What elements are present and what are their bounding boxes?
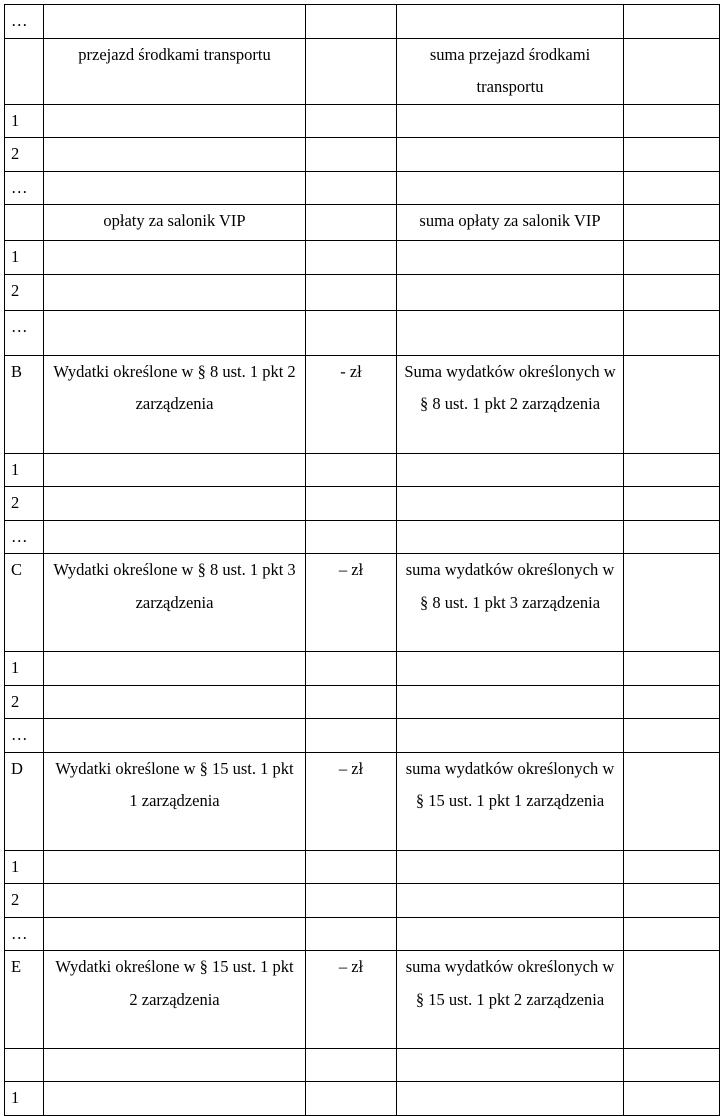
row-number-cell <box>5 205 44 241</box>
amount-cell <box>306 685 397 719</box>
sum-cell <box>397 652 624 686</box>
table-row <box>5 487 720 521</box>
table-row <box>5 38 720 104</box>
row-number-cell: 1 <box>5 241 44 275</box>
sum-cell <box>397 138 624 172</box>
extra-cell <box>624 453 720 487</box>
extra-cell <box>624 205 720 241</box>
amount-cell <box>306 1049 397 1082</box>
extra-cell <box>624 951 720 1049</box>
row-number-cell: E <box>5 951 44 1049</box>
table-row <box>5 917 720 951</box>
extra-cell <box>624 685 720 719</box>
amount-cell <box>306 5 397 39</box>
sum-cell <box>397 274 624 310</box>
description-cell <box>44 104 306 138</box>
table-row <box>5 453 720 487</box>
sum-cell <box>397 685 624 719</box>
sum-cell <box>397 520 624 554</box>
description-cell <box>44 917 306 951</box>
row-number-cell: … <box>5 310 44 355</box>
description-cell: przejazd środkami transportu <box>44 38 306 104</box>
description-cell <box>44 719 306 753</box>
sum-cell: suma przejazd środkami transportu <box>397 38 624 104</box>
description-cell <box>44 453 306 487</box>
description-cell: Wydatki określone w § 15 ust. 1 pkt 2 zarządzenia <box>44 951 306 1049</box>
description-cell: Wydatki określone w § 8 ust. 1 pkt 3 zarządzenia <box>44 554 306 652</box>
description-cell <box>44 884 306 918</box>
description-cell <box>44 310 306 355</box>
description-cell <box>44 520 306 554</box>
row-number-cell: 2 <box>5 487 44 521</box>
amount-cell <box>306 652 397 686</box>
description-cell <box>44 241 306 275</box>
amount-cell <box>306 205 397 241</box>
table-row <box>5 951 720 1049</box>
table-row <box>5 171 720 205</box>
description-cell <box>44 685 306 719</box>
extra-cell <box>624 487 720 521</box>
sum-cell <box>397 5 624 39</box>
description-cell <box>44 652 306 686</box>
description-cell <box>44 1082 306 1116</box>
amount-cell <box>306 38 397 104</box>
amount-cell <box>306 104 397 138</box>
description-cell <box>44 274 306 310</box>
amount-cell <box>306 520 397 554</box>
row-number-cell: … <box>5 719 44 753</box>
amount-cell: – zł <box>306 554 397 652</box>
amount-cell <box>306 487 397 521</box>
table-row <box>5 5 720 39</box>
row-number-cell: 1 <box>5 453 44 487</box>
sum-cell: suma opłaty za salonik VIP <box>397 205 624 241</box>
row-number-cell <box>5 38 44 104</box>
table-row <box>5 355 720 453</box>
description-cell <box>44 171 306 205</box>
sum-cell <box>397 719 624 753</box>
table-row <box>5 310 720 355</box>
extra-cell <box>624 355 720 453</box>
row-number-cell <box>5 1049 44 1082</box>
table-row <box>5 719 720 753</box>
amount-cell: - zł <box>306 355 397 453</box>
amount-cell <box>306 917 397 951</box>
extra-cell <box>624 138 720 172</box>
extra-cell <box>624 274 720 310</box>
sum-cell: suma wydatków określonych w § 15 ust. 1 pkt 1 zarządzenia <box>397 752 624 850</box>
row-number-cell: C <box>5 554 44 652</box>
row-number-cell: 1 <box>5 652 44 686</box>
table-row <box>5 520 720 554</box>
extra-cell <box>624 719 720 753</box>
table-row <box>5 205 720 241</box>
description-cell <box>44 1049 306 1082</box>
table-row <box>5 1082 720 1116</box>
description-cell <box>44 487 306 521</box>
extra-cell <box>624 752 720 850</box>
expense-table-body <box>5 5 720 1116</box>
amount-cell <box>306 310 397 355</box>
description-cell <box>44 138 306 172</box>
amount-cell <box>306 241 397 275</box>
extra-cell <box>624 554 720 652</box>
row-number-cell: 2 <box>5 274 44 310</box>
amount-cell: – zł <box>306 752 397 850</box>
extra-cell <box>624 310 720 355</box>
sum-cell <box>397 884 624 918</box>
sum-cell <box>397 487 624 521</box>
extra-cell <box>624 1049 720 1082</box>
sum-cell <box>397 1049 624 1082</box>
extra-cell <box>624 241 720 275</box>
extra-cell <box>624 38 720 104</box>
sum-cell <box>397 241 624 275</box>
table-row <box>5 652 720 686</box>
description-cell: Wydatki określone w § 8 ust. 1 pkt 2 zarządzenia <box>44 355 306 453</box>
amount-cell <box>306 171 397 205</box>
row-number-cell: 1 <box>5 850 44 884</box>
amount-cell <box>306 884 397 918</box>
extra-cell <box>624 171 720 205</box>
row-number-cell: 2 <box>5 884 44 918</box>
sum-cell: suma wydatków określonych w § 15 ust. 1 pkt 2 zarządzenia <box>397 951 624 1049</box>
table-row <box>5 850 720 884</box>
table-row <box>5 554 720 652</box>
sum-cell <box>397 1082 624 1116</box>
sum-cell <box>397 453 624 487</box>
sum-cell <box>397 917 624 951</box>
row-number-cell: 1 <box>5 1082 44 1116</box>
sum-cell <box>397 310 624 355</box>
sum-cell <box>397 850 624 884</box>
extra-cell <box>624 850 720 884</box>
description-cell <box>44 5 306 39</box>
extra-cell <box>624 104 720 138</box>
row-number-cell: … <box>5 520 44 554</box>
amount-cell <box>306 850 397 884</box>
sum-cell: Suma wydatków określonych w § 8 ust. 1 pkt 2 zarządzenia <box>397 355 624 453</box>
row-number-cell: … <box>5 5 44 39</box>
table-row <box>5 685 720 719</box>
row-number-cell: 1 <box>5 104 44 138</box>
table-row <box>5 138 720 172</box>
extra-cell <box>624 917 720 951</box>
sum-cell <box>397 104 624 138</box>
amount-cell <box>306 274 397 310</box>
description-cell: opłaty za salonik VIP <box>44 205 306 241</box>
extra-cell <box>624 520 720 554</box>
row-number-cell: B <box>5 355 44 453</box>
extra-cell <box>624 5 720 39</box>
amount-cell <box>306 719 397 753</box>
extra-cell <box>624 884 720 918</box>
description-cell <box>44 850 306 884</box>
amount-cell <box>306 1082 397 1116</box>
sum-cell <box>397 171 624 205</box>
row-number-cell: … <box>5 171 44 205</box>
table-row <box>5 884 720 918</box>
row-number-cell: 2 <box>5 138 44 172</box>
sum-cell: suma wydatków określonych w § 8 ust. 1 pkt 3 zarządzenia <box>397 554 624 652</box>
row-number-cell: … <box>5 917 44 951</box>
row-number-cell: D <box>5 752 44 850</box>
expense-table <box>4 4 720 1116</box>
table-row <box>5 104 720 138</box>
extra-cell <box>624 652 720 686</box>
amount-cell: – zł <box>306 951 397 1049</box>
table-row <box>5 241 720 275</box>
row-number-cell: 2 <box>5 685 44 719</box>
table-row <box>5 752 720 850</box>
amount-cell <box>306 453 397 487</box>
extra-cell <box>624 1082 720 1116</box>
description-cell: Wydatki określone w § 15 ust. 1 pkt 1 zarządzenia <box>44 752 306 850</box>
amount-cell <box>306 138 397 172</box>
table-row <box>5 1049 720 1082</box>
table-row <box>5 274 720 310</box>
